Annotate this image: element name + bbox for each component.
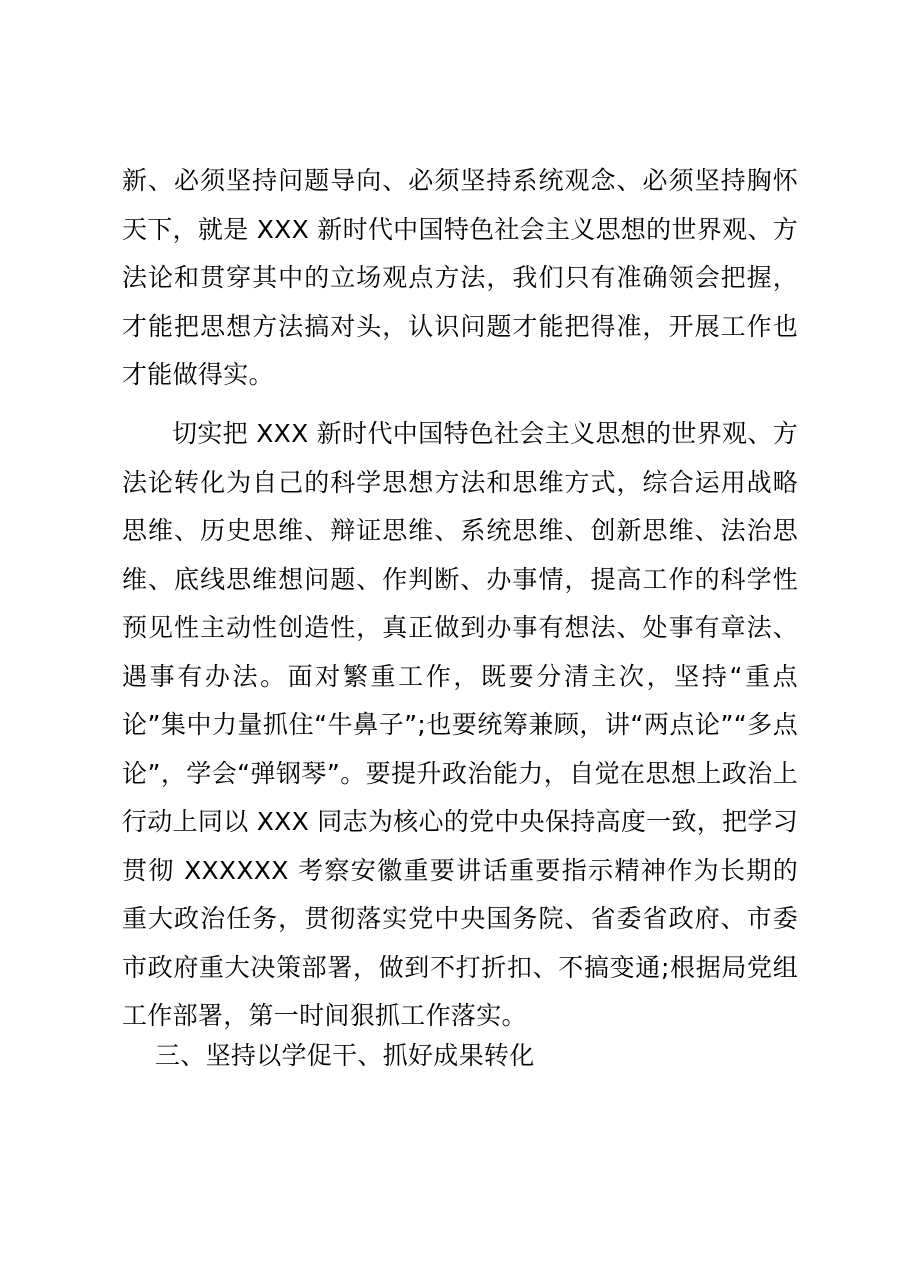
body-paragraph-continued: 新、必须坚持问题导向、必须坚持系统观念、必须坚持胸怀天下，就是 XXX 新时代中国特色社会主义思想的世界观、方法论和贯穿其中的立场观点方法，我们只有准确领会把握，才能把思想方法搞对头，认识问题才能把得准，开展工作也才能做得实。 xyxy=(122,166,798,389)
body-paragraph: 切实把 XXX 新时代中国特色社会主义思想的世界观、方法论转化为自己的科学思想方法和思维方式，综合运用战略思维、历史思维、辩证思维、系统思维、创新思维、法治思维、底线思维想问题、作判断、办事情，提高工作的科学性预见性主动性创造性，真正做到办事有想法、处事有章法、遇事有办法。面对繁重工作，既要分清主次，坚持“重点论”集中力量抓住“牛鼻子”;也要统筹兼顾，讲“两点论”“多点论”，学会“弹钢琴”。要提升政治能力，自觉在思想上政治上行动上同以 XXX 同志为核心的党中央保持高度一致，把学习贯彻 XXXXXX 考察安徽重要讲话重要指示精神作为长期的重大政治任务，贯彻落实党中央国务院、省委省政府、市委市政府重大决策部署，做到不打折扣、不搞变通;根据局党组工作部署，第一时间狠抓工作落实。 xyxy=(122,419,798,1030)
section-heading: 三、坚持以学促干、抓好成果转化 xyxy=(155,1041,535,1070)
